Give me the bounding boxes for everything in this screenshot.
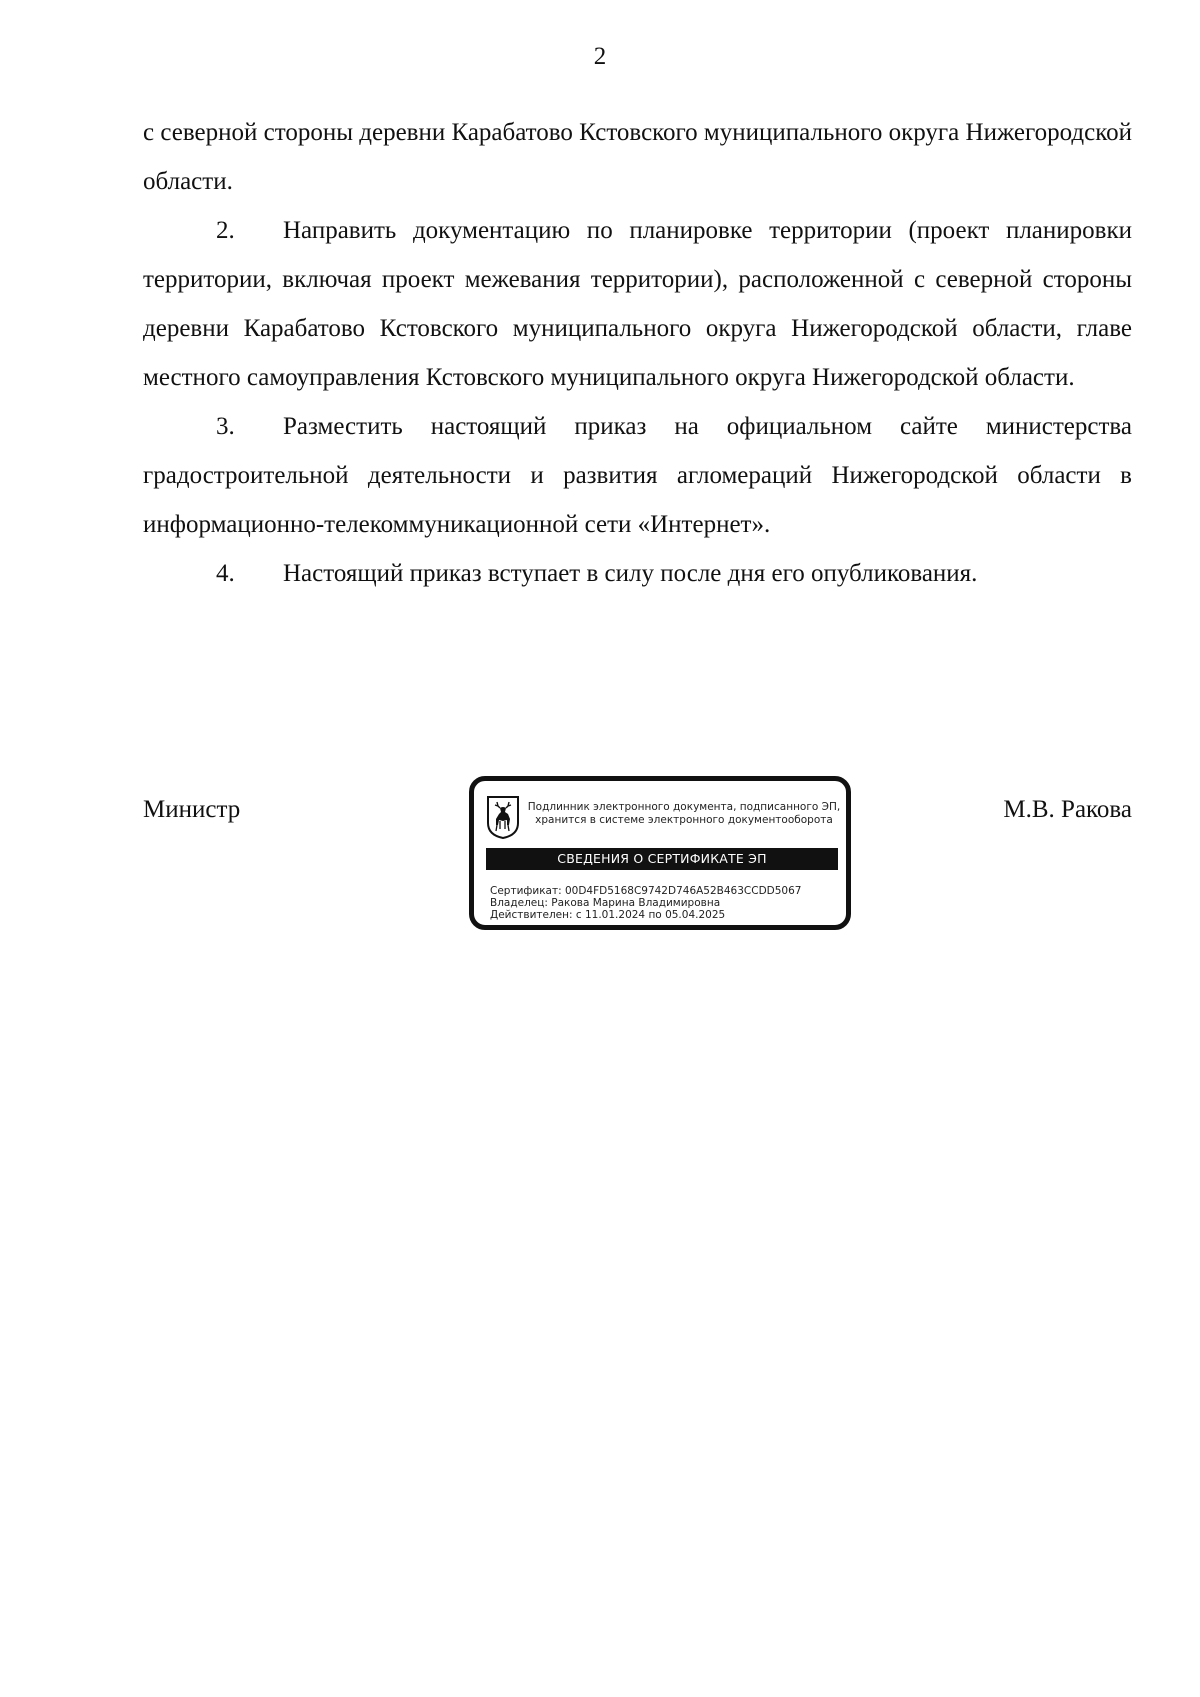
paragraph-text: Разместить настоящий приказ на официальном сайте министерства градостроительной деятельности и развития агломераций Нижегородской области в информационно-телекоммуникационной сети «Интернет». [143,413,1132,538]
stamp-banner: СВЕДЕНИЯ О СЕРТИФИКАТЕ ЭП [486,848,838,870]
stamp-notice-line: Подлинник электронного документа, подписанного ЭП, [527,801,841,813]
stamp-notice [524,801,844,827]
document-body [143,108,1132,598]
paragraph-text: с северной стороны деревни Карабатово Кстовского муниципального округа Нижегородской области. [143,119,1132,195]
certificate-owner: Владелец: Ракова Марина Владимировна [490,897,721,909]
paragraph-item-3 [143,402,1132,549]
electronic-signature-stamp [469,776,851,930]
paragraph-text: Настоящий приказ вступает в силу после дня его опубликования. [283,560,978,587]
certificate-validity: Действителен: с 11.01.2024 по 05.04.2025 [490,909,726,921]
paragraph-text: Направить документацию по планировке территории (проект планировки территории, включая проект межевания территории), расположенной с северной стороны деревни Карабатово Кстовского муниципального округа Нижегородской области, главе местного самоуправления Кстовского муниципального округа Нижегородской области. [143,217,1132,391]
signer-position: Министр [143,796,241,823]
signature-block [143,776,1132,936]
stamp-notice-line: хранится в системе электронного документооборота [535,814,833,826]
paragraph-item-2 [143,206,1132,402]
item-number: 4. [216,560,235,587]
paragraph-continuation [143,108,1132,206]
item-number: 3. [216,413,235,440]
page-number: 2 [593,43,607,70]
certificate-details [490,885,801,921]
item-number: 2. [216,217,235,244]
signer-name: М.В. Ракова [1003,796,1132,823]
nizhny-novgorod-deer-emblem-icon [486,795,520,839]
certificate-number: Сертификат: 00D4FD5168C9742D746A52B463CCDD5067 [490,885,802,897]
paragraph-item-4 [143,549,1132,598]
